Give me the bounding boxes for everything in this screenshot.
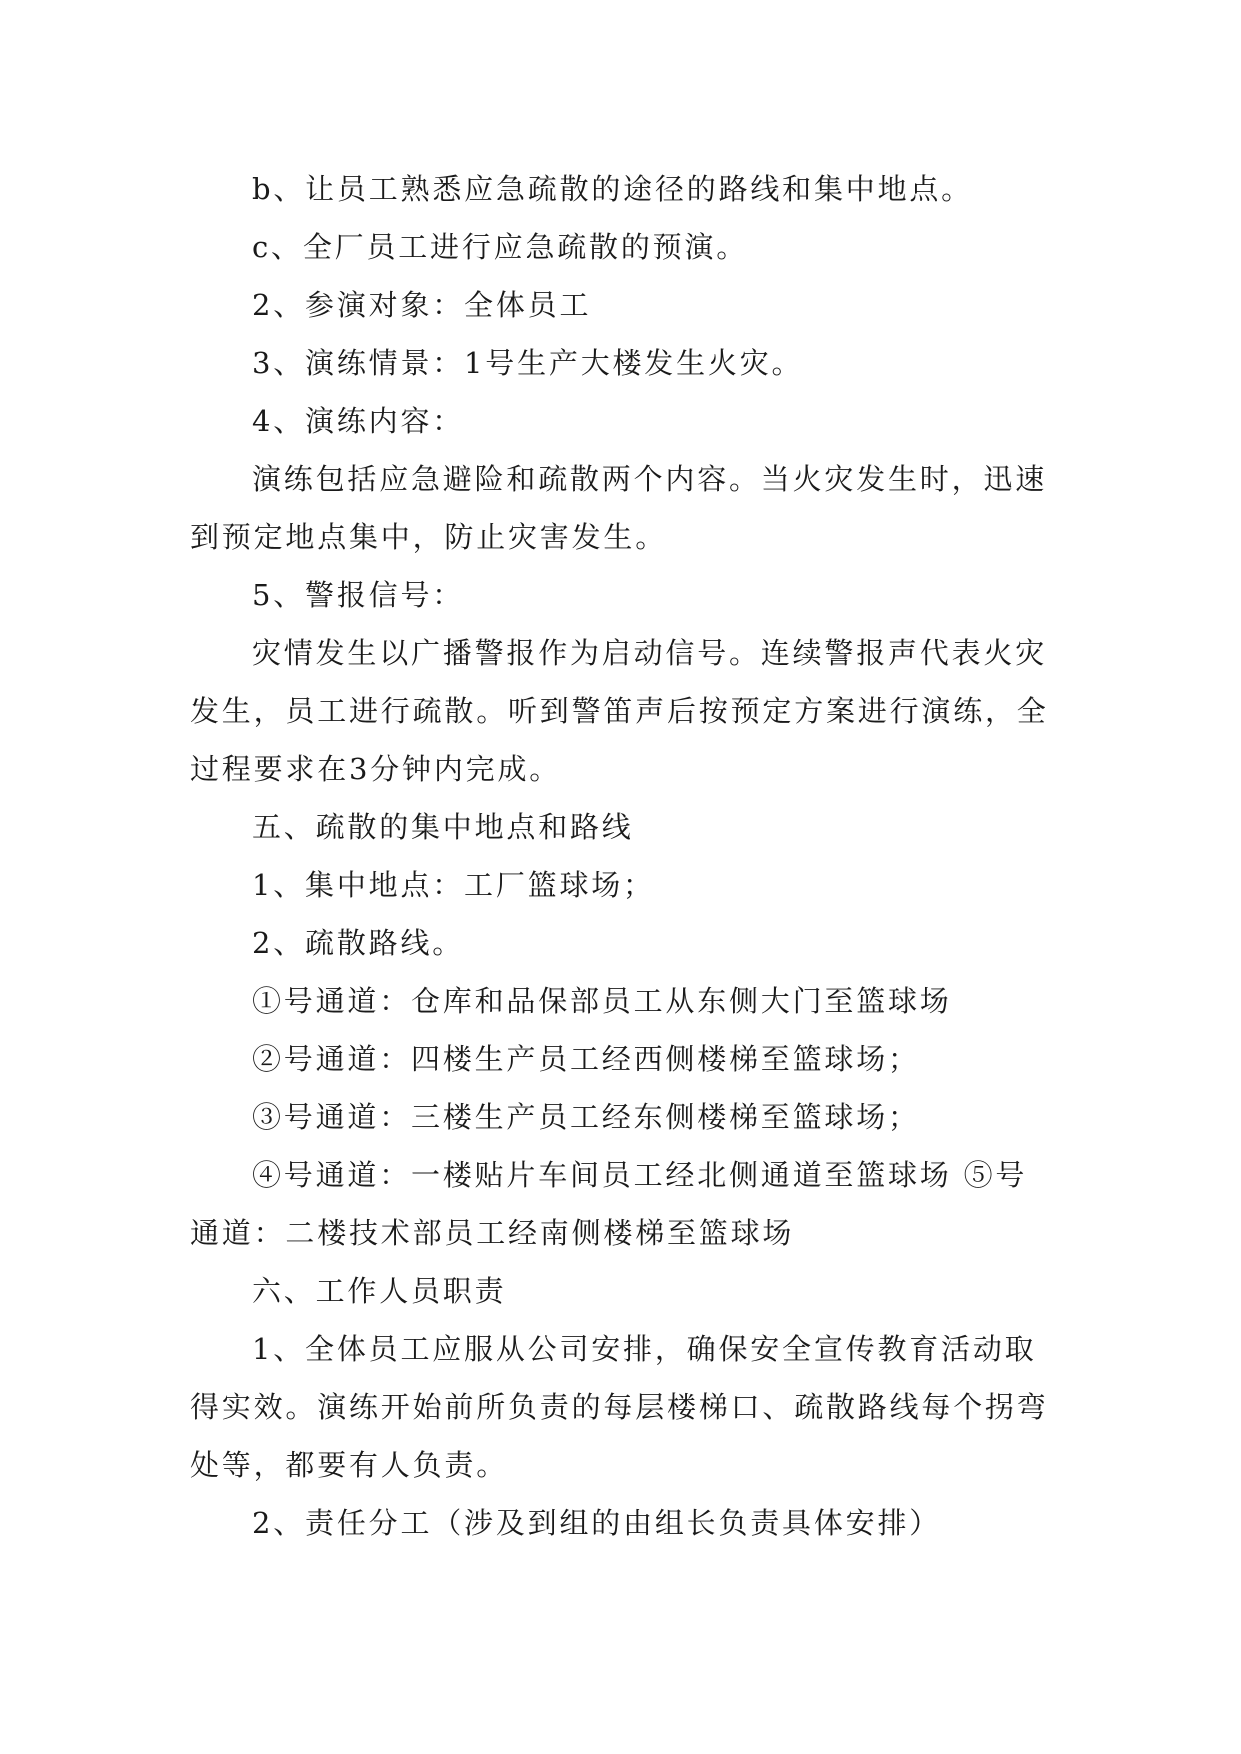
paragraph-participants: 2、参演对象：全体员工 [252,288,592,322]
paragraph-objective-c: c、全厂员工进行应急疏散的预演。 [252,230,749,264]
section-heading-duties: 六、工作人员职责 [252,1274,507,1308]
paragraph-objective-b: b、让员工熟悉应急疏散的途径的路线和集中地点。 [252,172,973,206]
paragraph-content-heading: 4、演练内容： [252,404,465,438]
paragraph-duty-1: 1、全体员工应服从公司安排，确保安全宣传教育活动取得实效。演练开始前所负责的每层楼梯口、疏散路线每个拐弯处等，都要有人负责。 [190,1332,1049,1482]
paragraph-routes-heading: 2、疏散路线。 [252,926,465,960]
route-item-3: ③号通道：三楼生产员工经东侧楼梯至篮球场； [252,1100,920,1134]
paragraph-duty-2: 2、责任分工（涉及到组的由组长负责具体安排） [252,1506,942,1540]
paragraph-assembly-point: 1、集中地点：工厂篮球场； [252,868,655,902]
route-item-2: ②号通道：四楼生产员工经西侧楼梯至篮球场； [252,1042,920,1076]
paragraph-content-body: 演练包括应急避险和疏散两个内容。当火灾发生时，迅速到预定地点集中，防止灾害发生。 [190,462,1048,554]
route-item-1: ①号通道：仓库和品保部员工从东侧大门至篮球场 [252,984,952,1018]
paragraph-alarm-body: 灾情发生以广播警报作为启动信号。连续警报声代表火灾发生，员工进行疏散。听到警笛声后按预定方案进行演练，全过程要求在3分钟内完成。 [190,636,1049,786]
paragraph-alarm-heading: 5、警报信号： [252,578,465,612]
route-item-4-5: ④号通道：一楼贴片车间员工经北侧通道至篮球场 ⑤号通道：二楼技术部员工经南侧楼梯至篮球场 [190,1158,1028,1250]
document-body [190,160,1058,1552]
paragraph-scenario: 3、演练情景：1号生产大楼发生火灾。 [252,346,804,380]
section-heading-evacuation: 五、疏散的集中地点和路线 [252,810,634,844]
